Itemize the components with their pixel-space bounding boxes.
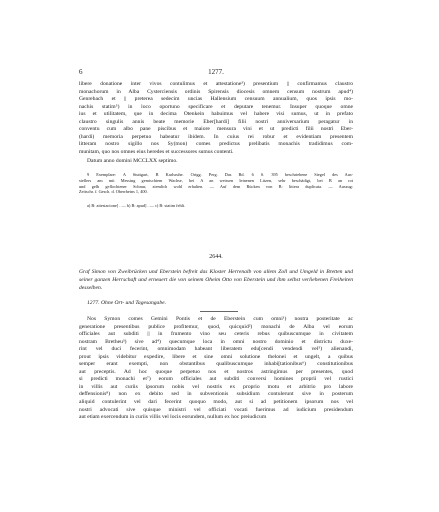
running-head <box>79 68 353 78</box>
body-line: aut preceptis. Ad hoc quoque perpetuo nos et nostros astringimus per presentes, quod <box>79 368 353 375</box>
charter-line: libere donatione inter vivos contulimus et attestatione³) presentium || confirmamus claustro <box>79 81 353 87</box>
charter-line: Genrebach et || preterea sedecim uncias Hallensium censuum annualium, quos ipsis mo- <box>79 96 353 103</box>
charter-body <box>79 316 353 422</box>
body-line: officiales aut subditi || in frumento vino seu ceteris rebus quibuscumque in civitatem <box>79 331 353 338</box>
body-line: rint vel duci fecerint, omnimodam habeant liberatem edu[cendi vendendi vel⁵) alienandi, <box>79 346 353 353</box>
charter-line: conventu cum albo pane piscibus et maiore mensura vini et ut predicti filii nostri Eber- <box>79 126 353 133</box>
apparatus-notes <box>79 172 353 195</box>
body-line: aliquid contulerint vel dari fecerint quoquo modo, aut si ad petitionem ipsorum nos vel <box>79 399 353 406</box>
document-number: 2644. <box>209 254 223 260</box>
body-line: si predicti monachi et⁷) eorum officiales aut subditi conversi homines proprii vel rustici <box>79 376 353 383</box>
apparatus-line: Zeitschr. f. Gesch. d. Oberrheins 1, 400. <box>79 189 148 195</box>
variant-readings: a) B: attestacione] . — b) B: apud] . — c) B: statim fehlt. <box>87 203 186 208</box>
regest-summary: Graf Simon von Zweibrücken und Eberstein befreit das Kloster Herrenalb von allem Zoll und Umgeld in Bretten und seiner ganzen Herrschaft und erneuert die von seinem Oheim Otto von Eberstein und ihm selbst verliehenen Freiheiten desselben. <box>79 269 353 292</box>
body-line: aut etiam exercendum in curiis villis vel locis eorundem, nullum ex hoc preiudicum <box>79 414 267 421</box>
page-number: 6 <box>79 68 83 76</box>
body-line: nostram Bretheu³) sive ad⁴) quecumque loca in omni nostro dominio et districtu duxe- <box>79 338 353 345</box>
body-line: generatione presentibus publice profitemur, quod, quicquid²) monachi de Alba vel eorum <box>79 323 353 330</box>
apparatus-line: und gelb geflochtener Schnur, ziemlich wohl erhalten. — Auf dem Rücken von B: littera duplicata. — Auszug: <box>79 183 353 189</box>
body-line: semper erant exempti, non obstantibus qualibuscumque inhabi[tationibus⁶) constitutionibus <box>79 361 353 368</box>
charter-line: nachis statim⁵) in loco oportuno specificare et deputare tenemur. Insuper quoque omne <box>79 103 353 110</box>
charter-line: ius et utilitatem, que in decima Otenkein habuimus vel habere visi sumus, ut in prefato <box>79 111 353 118</box>
charter-text <box>79 81 353 156</box>
body-line: Nos Symon comes Gemini Pontis et de Eberstein cum omni¹) nostra posteritate ac <box>87 316 353 322</box>
running-head-year: 1277. <box>208 68 224 76</box>
datum-line: Datum anno domini MCCLXX septimo. <box>87 158 178 164</box>
body-line: in villis aut curiis ipsorum nobis vel nostris ex proprio motu et arbitrio pro labore <box>79 383 353 390</box>
body-line: nostri advocati sive quisque ministri vel officiati vocati fuerimus ad iudicium presidendum <box>79 406 353 413</box>
body-line: prout ipsis videbitur expedire, libere et sine omni solutione thelonei et ungelt, a quibus <box>79 353 353 360</box>
charter-line: (hardi) memoria perpetuo habeatur ibidem. In cuius rei robur et evidentiam presentem <box>79 133 353 140</box>
dateline: 1277. Ohne Ort- und Tagesangabe. <box>87 300 167 306</box>
separator-rule <box>200 311 238 312</box>
apparatus-line: stellers am mit Messing gemischtem Wachse, bei A an weissen leinenen Litzen, sehr beschädigt, bei B an rot <box>79 177 353 183</box>
apparatus-line: 9 Exemplare: A Stuttgart, B Karlsruhe. Origg. Perg. Das Bd. 6 S. 395 beschriebene Siegel des Aus- <box>87 172 353 177</box>
charter-line: claustro singulis annis beate memorie Eber[hardi] filii nostri anniversarium peragatur in <box>79 118 353 125</box>
charter-line: monachorum in Alba Cysterciensis ordinis Spirensis diocesis omnem censum nostrum apud⁴) <box>79 88 353 95</box>
body-line: deffensionis⁸) non ex debito sed in subventionis subsidium contulerunt sive in posterum <box>79 391 353 398</box>
charter-line: munitam, quo nos omnes eius heredes et successores sumus contenti. <box>79 148 234 155</box>
charter-line: litteram nostro sigillo nos Sy(mon) comes predictus prelibatis monachis tradidimus com- <box>79 141 353 148</box>
